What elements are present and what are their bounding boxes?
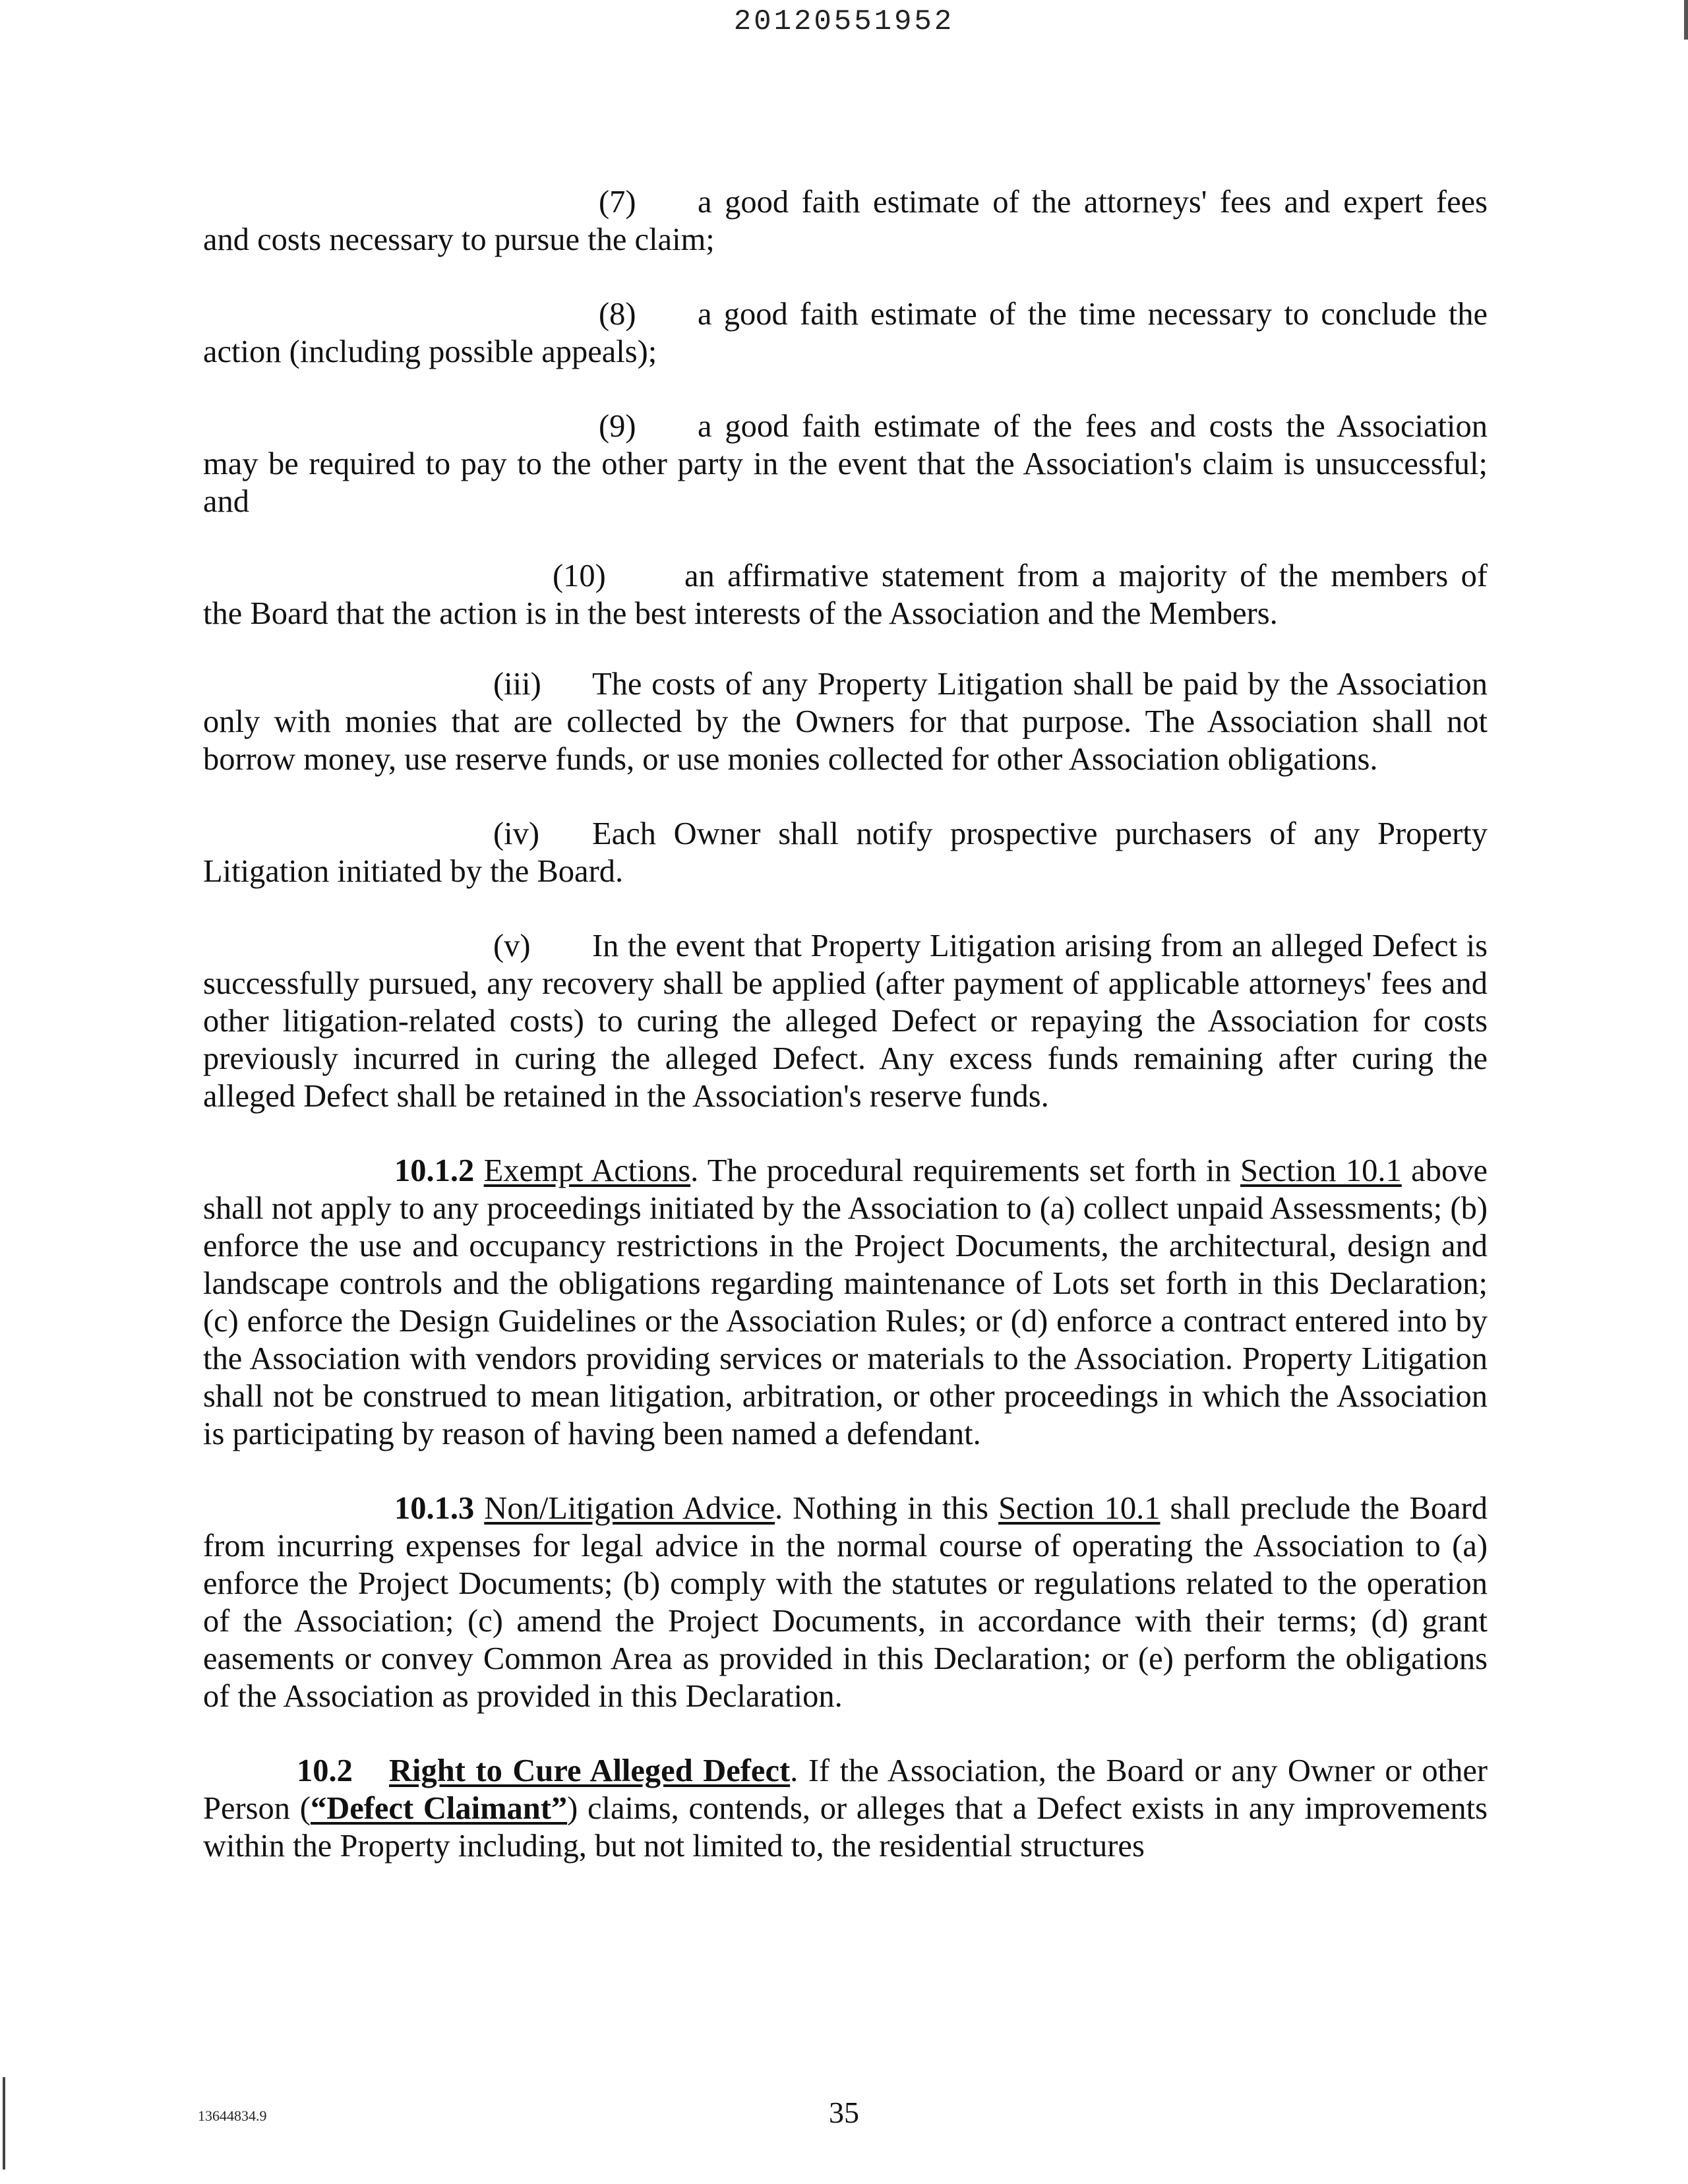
section-number: 10.1.2 xyxy=(394,1153,475,1188)
item-number: (9) xyxy=(599,409,636,444)
paragraph-iii xyxy=(203,665,1488,778)
section-number: 10.1.3 xyxy=(394,1491,475,1526)
section-number: 10.2 xyxy=(297,1753,353,1788)
page-number: 35 xyxy=(829,2096,859,2129)
paragraph-text: an affirmative statement from a majority of the members of the Board that the action is in the best interests of the Association and the Members. xyxy=(203,559,1488,631)
paragraph-iv xyxy=(203,815,1488,890)
paragraph-text: . The procedural requirements set forth in xyxy=(690,1153,1241,1188)
section-title: Right to Cure Alleged Defect xyxy=(389,1753,791,1788)
footer-document-id: 13644834.9 xyxy=(198,2108,267,2124)
paragraph-text: . If the Association, the Board or any Owner or other Person ( xyxy=(203,1753,1488,1826)
page-body xyxy=(203,183,1488,1865)
item-number: (8) xyxy=(599,297,636,332)
section-10-2 xyxy=(203,1752,1488,1865)
paragraph-text: . Nothing in this xyxy=(775,1491,999,1526)
paragraph-text: shall preclude the Board from incurring expenses for legal advice in the normal course of operating the Association to (a) enforce the Project Documents; (b) comply with the statutes or regulations related to the operation of the Association; (c) amend the Project Documents, in accordance with their terms; (d) grant easements or convey Common Area as provided in this Declaration; or (e) perform the obligations of the Association as provided in this Declaration. xyxy=(203,1491,1488,1714)
paragraph-9 xyxy=(203,408,1488,520)
document-number: 20120551952 xyxy=(733,5,955,38)
paragraph-v xyxy=(203,927,1488,1115)
section-10-1-2 xyxy=(203,1152,1488,1453)
item-number: (v) xyxy=(493,928,531,963)
defined-term: “Defect Claimant” xyxy=(310,1791,568,1826)
section-reference: Section 10.1 xyxy=(1240,1153,1402,1188)
item-number: (7) xyxy=(599,185,636,220)
item-number: (iv) xyxy=(493,816,540,851)
paragraph-text: The costs of any Property Litigation shall be paid by the Association only with monies that are collected by the Owners for that purpose. The Association shall not borrow money, use reserve funds, or use monies collected for other Association obligations. xyxy=(203,667,1488,777)
paragraph-text: a good faith estimate of the fees and costs the Association may be required to pay to the other party in the event that the Association's claim is unsuccessful; and xyxy=(203,409,1488,519)
section-reference: Section 10.1 xyxy=(998,1491,1160,1526)
item-number: (10) xyxy=(553,559,606,593)
paragraph-10 xyxy=(203,557,1488,632)
paragraph-text: Each Owner shall notify prospective purchasers of any Property Litigation initiated by the Board. xyxy=(203,816,1488,889)
paragraph-text: a good faith estimate of the attorneys' fees and expert fees and costs necessary to pursue the claim; xyxy=(203,185,1488,257)
paragraph-text: In the event that Property Litigation arising from an alleged Defect is successfully pursued, any recovery shall be applied (after payment of applicable attorneys' fees and other litigation-related costs) to curing the alleged Defect or repaying the Association for costs previously incurred in curing the alleged Defect. Any excess funds remaining after curing the alleged Defect shall be retained in the Association's reserve funds. xyxy=(203,928,1488,1114)
section-10-1-3 xyxy=(203,1490,1488,1715)
paragraph-text: a good faith estimate of the time necessary to conclude the action (including possible appeals); xyxy=(203,297,1488,369)
paragraph-text: above shall not apply to any proceedings initiated by the Association to (a) collect unpaid Assessments; (b) enforce the use and occupancy restrictions in the Project Documents, the architectural, design and landscape controls and the obligations regarding maintenance of Lots set forth in this Declaration; (c) enforce the Design Guidelines or the Association Rules; or (d) enforce a contract entered into by the Association with vendors providing services or materials to the Association. Property Litigation shall not be construed to mean litigation, arbitration, or other proceedings in which the Association is participating by reason of having been named a defendant. xyxy=(203,1153,1488,1451)
paragraph-8 xyxy=(203,295,1488,371)
scan-edge-mark xyxy=(1684,0,1688,40)
paragraph-text: ) claims, contends, or alleges that a Defect exists in any improvements within the Property including, but not limited to, the residential structures xyxy=(203,1791,1488,1864)
item-number: (iii) xyxy=(493,667,541,702)
paragraph-7 xyxy=(203,183,1488,258)
section-title: Exempt Actions xyxy=(483,1153,691,1188)
section-title: Non/Litigation Advice xyxy=(484,1491,775,1526)
